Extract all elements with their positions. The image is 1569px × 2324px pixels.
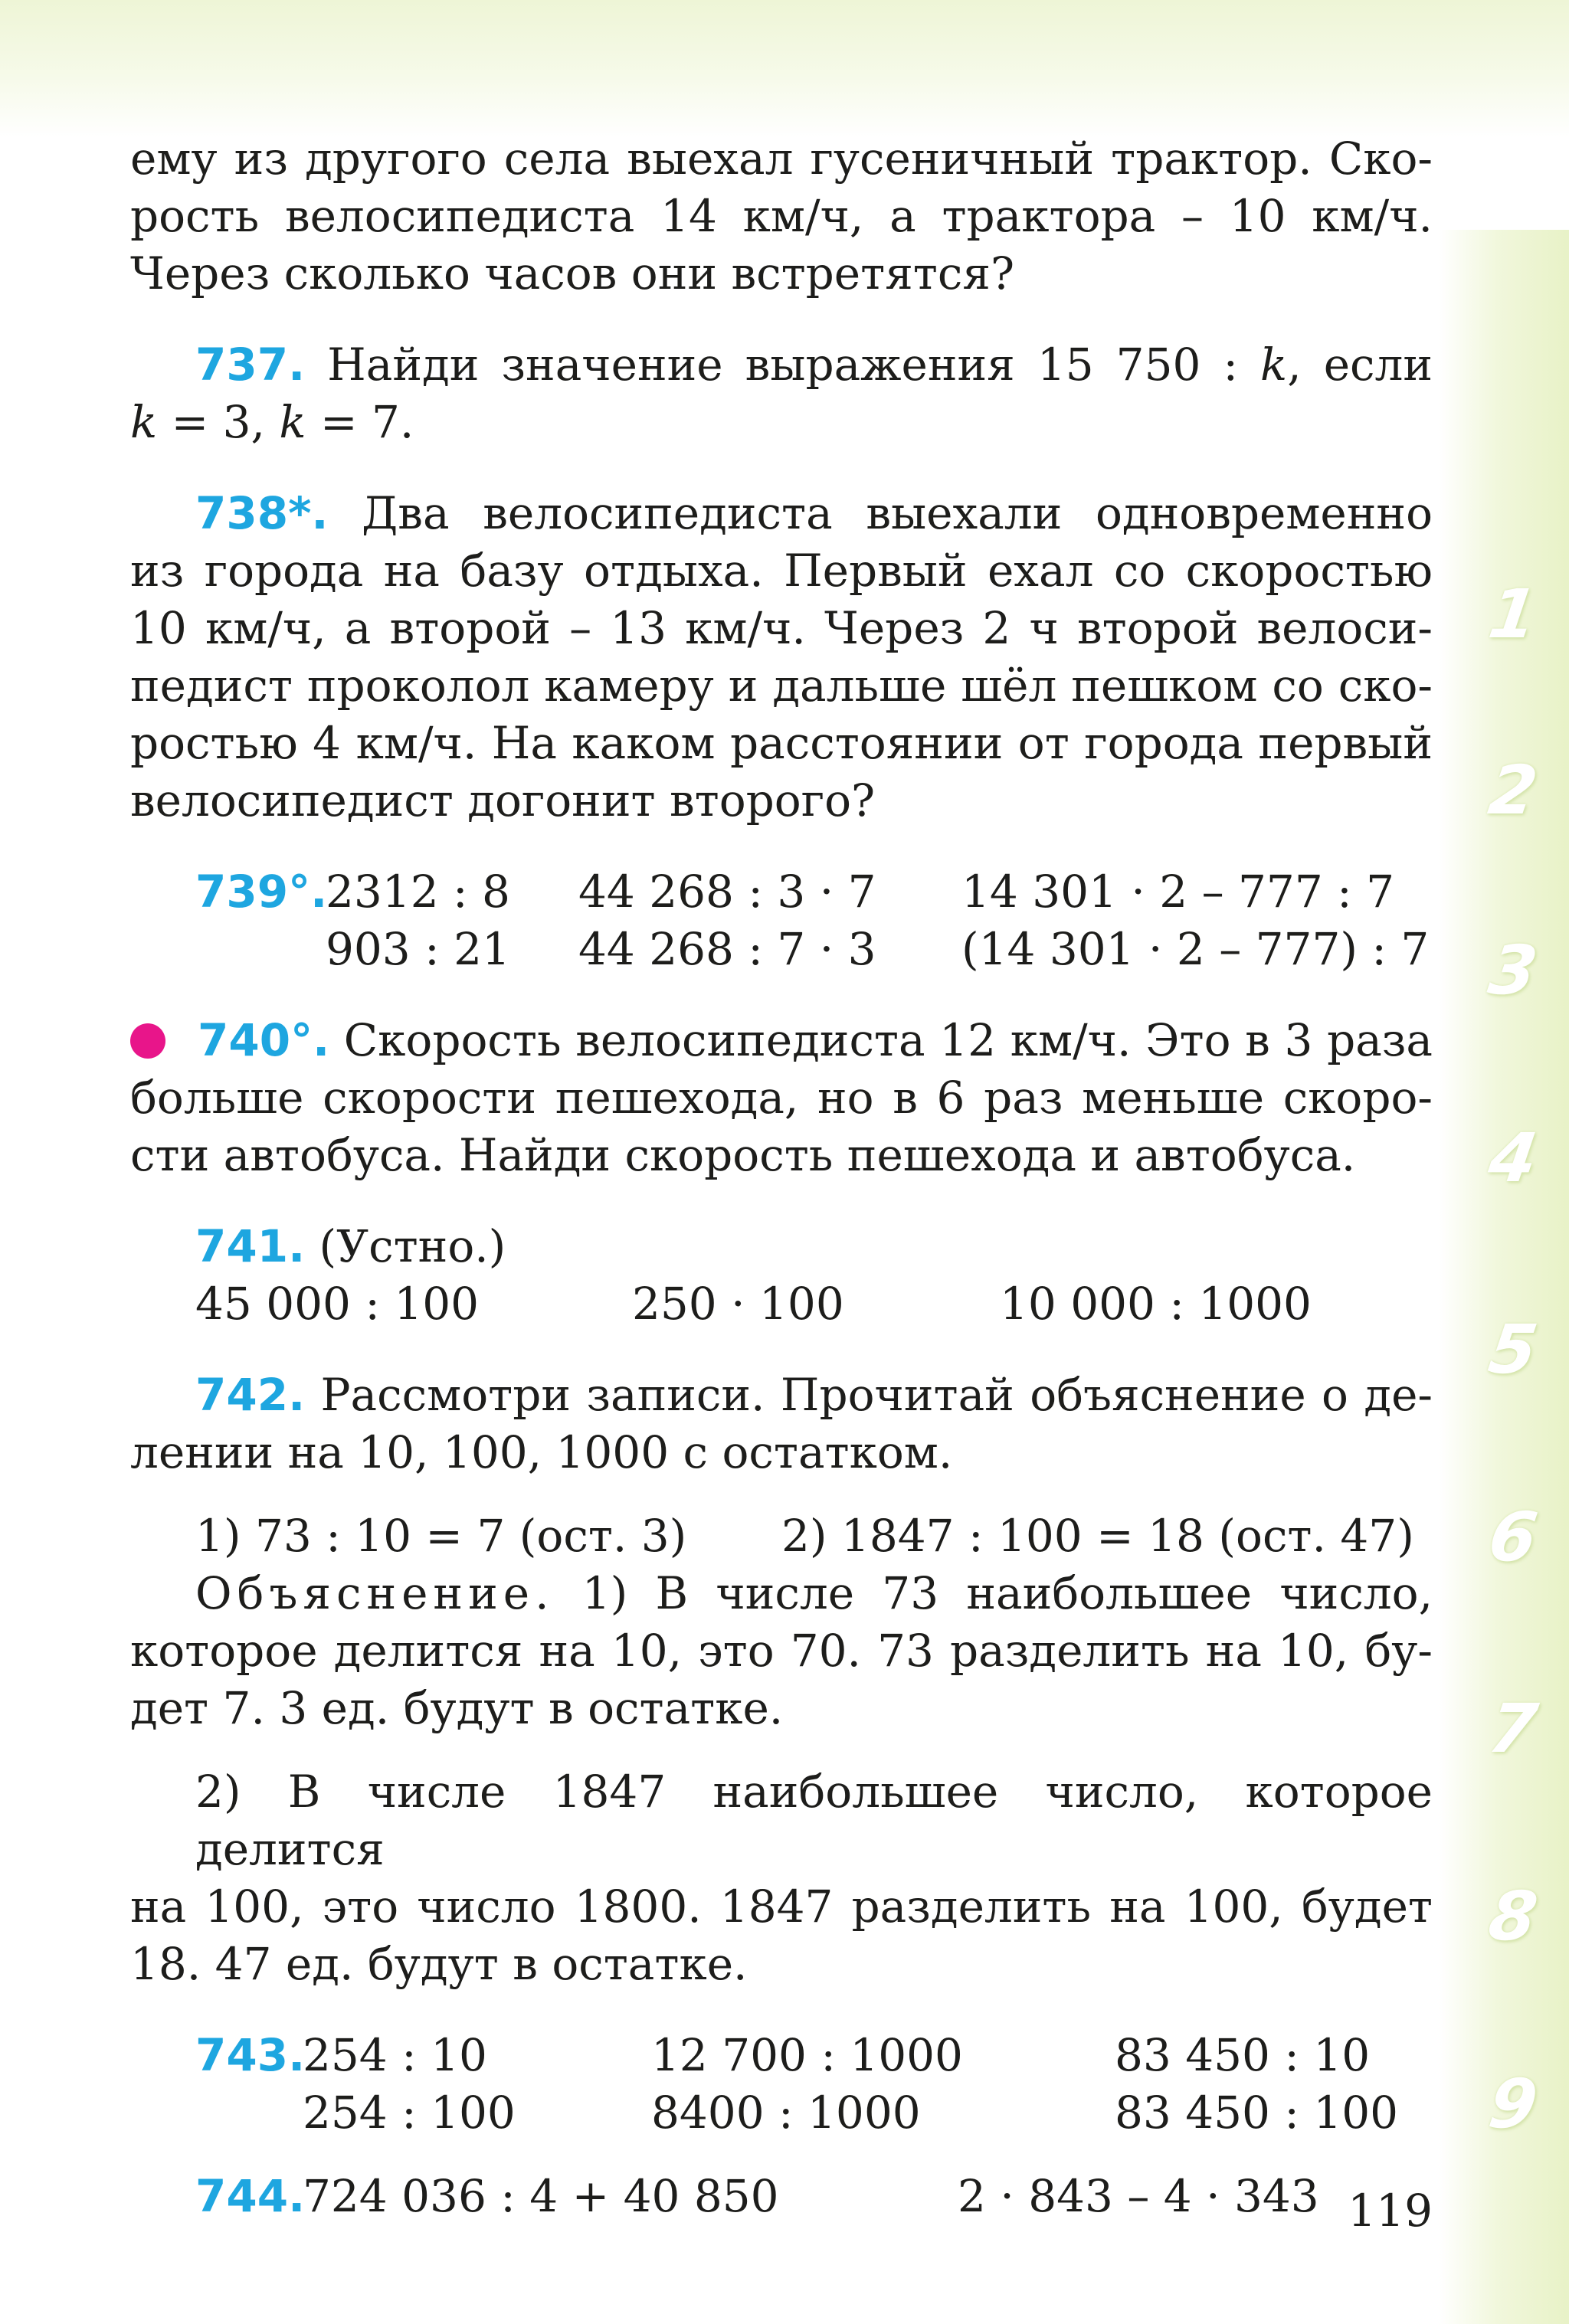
text-line: ему из другого села выехал гусеничный трактор. Ско- [130,133,1433,185]
text-line: 10 км/ч, а второй – 13 км/ч. Через 2 ч второй велоси- [130,602,1433,654]
text-line: дет 7. 3 ед. будут в остатке. [130,1682,784,1734]
expression: 83 450 : 10 [1115,2029,1371,2081]
expression: 254 : 100 [303,2087,516,2139]
task-743 [130,2027,1433,2142]
chapter-tab-5[interactable]: 5 [1484,1310,1542,1389]
text-line [130,394,1433,451]
chapter-tab-4[interactable]: 4 [1484,1118,1542,1197]
text-line: педист проколол камеру и дальше шёл пешком со ско- [130,660,1433,712]
expression: 10 000 : 1000 [1000,1278,1312,1330]
expression-row [195,921,1433,978]
chapter-tab-3[interactable]: 3 [1484,931,1542,1010]
text-fragment: = 7. [306,396,414,448]
task-number: 739°. [195,866,328,918]
text-fragment: (Устно.) [319,1220,506,1272]
text-line [130,1565,1433,1622]
task-742 [130,1367,1433,1993]
chapter-tab-2[interactable]: 2 [1484,751,1542,830]
expression: 12 700 : 1000 [651,2029,963,2081]
page-content [130,130,1433,2225]
expression-row [195,2168,1433,2225]
example: 2) 1847 : 100 = 18 (ост. 47) [781,1510,1414,1562]
text-line: рость велосипедиста 14 км/ч, а трактора – 10 км/ч. [130,190,1433,242]
spacer [195,2084,303,2142]
text-line: которое делится на 10, это 70. 73 разделить на 10, бу- [130,1625,1433,1677]
spacer [195,921,326,978]
variable: k [130,396,158,448]
expression: 44 268 : 3 · 7 [578,866,876,918]
expression: 83 450 : 100 [1115,2087,1399,2139]
expression: 2 · 843 – 4 · 343 [958,2170,1319,2222]
text-line [130,1012,1433,1069]
text-fragment: Скорость велосипедиста 12 км/ч. Это в 3 раза [343,1014,1433,1066]
text-line: больше скорости пешехода, но в 6 раз меньше скоро- [130,1072,1433,1124]
expression: 2312 : 8 [326,866,510,918]
chapter-tab-7[interactable]: 7 [1484,1689,1542,1768]
page-top-band [0,0,1569,138]
task-number: 744. [195,2170,306,2222]
chapter-tab-1[interactable]: 1 [1484,574,1542,653]
expression-row [195,2027,1433,2084]
task-number: 737. [195,339,306,391]
task-number: 742. [195,1369,306,1421]
task-736-continuation [130,130,1433,303]
task-number: 743. [195,2029,306,2081]
expression-row [195,2084,1433,2142]
text-fragment: = 3, [157,396,280,448]
text-line [195,1218,1433,1275]
expression: 14 301 · 2 – 777 : 7 [961,866,1395,918]
task-744 [130,2168,1433,2225]
text-line: лении на 10, 100, 1000 с остатком. [130,1426,953,1478]
expression: 45 000 : 100 [195,1278,480,1330]
text-line: 2) В числе 1847 наибольшее число, которое делится [195,1766,1433,1875]
expression-row [195,863,1433,921]
text-line: Через сколько часов они встретятся? [130,247,1015,300]
task-741 [130,1218,1433,1333]
variable: k [1260,339,1288,391]
text-fragment: Два велосипедиста выехали одновременно [362,487,1433,539]
page-number: 119 [1348,2185,1433,2237]
task-739 [130,863,1433,978]
text-fragment: Найди значение выражения 15 750 : [327,339,1261,391]
example-row [130,1507,1433,1565]
task-737 [130,336,1433,451]
expression: 8400 : 1000 [651,2087,921,2139]
text-fragment: Рассмотри записи. Прочитай объяснение о де- [320,1369,1433,1421]
expression-row [195,1275,1433,1333]
variable: k [279,396,306,448]
expression: 44 268 : 7 · 3 [578,923,876,975]
task-number: 740°. [198,1014,330,1066]
text-line: на 100, это число 1800. 1847 разделить на 100, будет [130,1880,1433,1933]
text-fragment: , если [1287,339,1433,391]
example: 1) 73 : 10 = 7 (ост. 3) [195,1510,687,1562]
text-line: велосипедист догонит второго? [130,774,876,826]
text-line: сти автобуса. Найди скорость пешехода и автобуса. [130,1129,1356,1181]
text-fragment: 1) В числе 73 наибольшее число, [581,1567,1433,1619]
expression: (14 301 · 2 – 777) : 7 [961,923,1430,975]
text-line [130,336,1433,394]
chapter-tab-8[interactable]: 8 [1484,1877,1542,1956]
explanation-label: Объяснение. [195,1567,555,1619]
expression: 254 : 10 [303,2029,487,2081]
expression: 903 : 21 [326,923,510,975]
text-line: ростью 4 км/ч. На каком расстоянии от города первый [130,717,1433,769]
task-number: 738*. [195,487,329,539]
text-line [130,1367,1433,1424]
chapter-tab-9[interactable]: 9 [1484,2064,1542,2143]
task-738 [130,485,1433,830]
task-740 [130,1012,1433,1184]
task-number: 741. [195,1220,306,1272]
key-task-marker [130,1023,165,1059]
text-line: 18. 47 ед. будут в остатке. [130,1938,748,1990]
expression: 724 036 : 4 + 40 850 [303,2170,779,2222]
text-line: из города на базу отдыха. Первый ехал со скоростью [130,545,1433,597]
text-line [130,485,1433,542]
chapter-tab-band [1439,230,1569,2324]
chapter-tab-6[interactable]: 6 [1484,1498,1542,1576]
expression: 250 · 100 [632,1278,844,1330]
